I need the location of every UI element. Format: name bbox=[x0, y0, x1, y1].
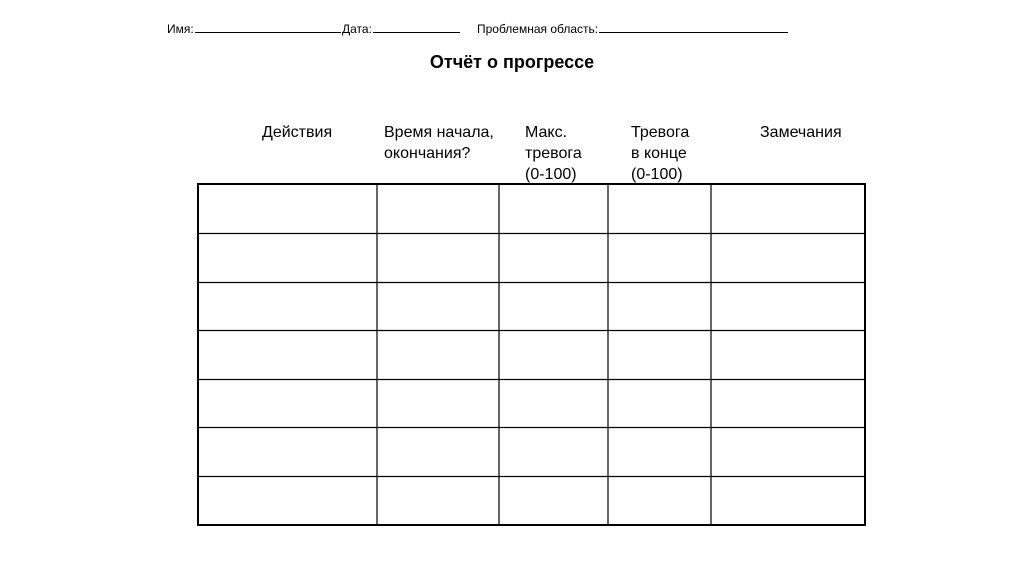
problem-area-field bbox=[477, 20, 788, 36]
column-header-end-anxiety bbox=[631, 122, 689, 185]
date-blank-line[interactable] bbox=[373, 20, 460, 33]
column-header-time bbox=[384, 122, 494, 164]
column-header-line: Макс. bbox=[525, 124, 568, 141]
name-label: Имя: bbox=[167, 22, 194, 36]
table-grid-lines bbox=[199, 185, 864, 524]
column-header-line: Тревога bbox=[631, 124, 690, 141]
progress-table bbox=[197, 183, 866, 526]
problem-area-label: Проблемная область: bbox=[477, 22, 599, 36]
name-field bbox=[167, 20, 341, 36]
column-header-max-anxiety bbox=[525, 122, 582, 185]
column-header-line: Действия bbox=[262, 124, 333, 141]
page-title: Отчёт о прогрессе bbox=[429, 52, 595, 72]
column-header-line: в конце bbox=[631, 145, 687, 162]
date-field bbox=[342, 20, 460, 36]
column-header-line: Замечания bbox=[760, 124, 842, 141]
column-header-actions bbox=[262, 122, 332, 143]
name-blank-line[interactable] bbox=[195, 20, 341, 33]
column-header-line: Время начала, bbox=[384, 124, 494, 141]
problem-area-blank-line[interactable] bbox=[599, 20, 788, 33]
column-header-line: (0-100) bbox=[631, 166, 683, 183]
date-label: Дата: bbox=[342, 22, 372, 36]
column-header-notes bbox=[760, 122, 842, 143]
column-header-line: окончания? bbox=[384, 145, 471, 162]
column-header-line: тревога bbox=[525, 145, 582, 162]
column-header-line: (0-100) bbox=[525, 166, 577, 183]
